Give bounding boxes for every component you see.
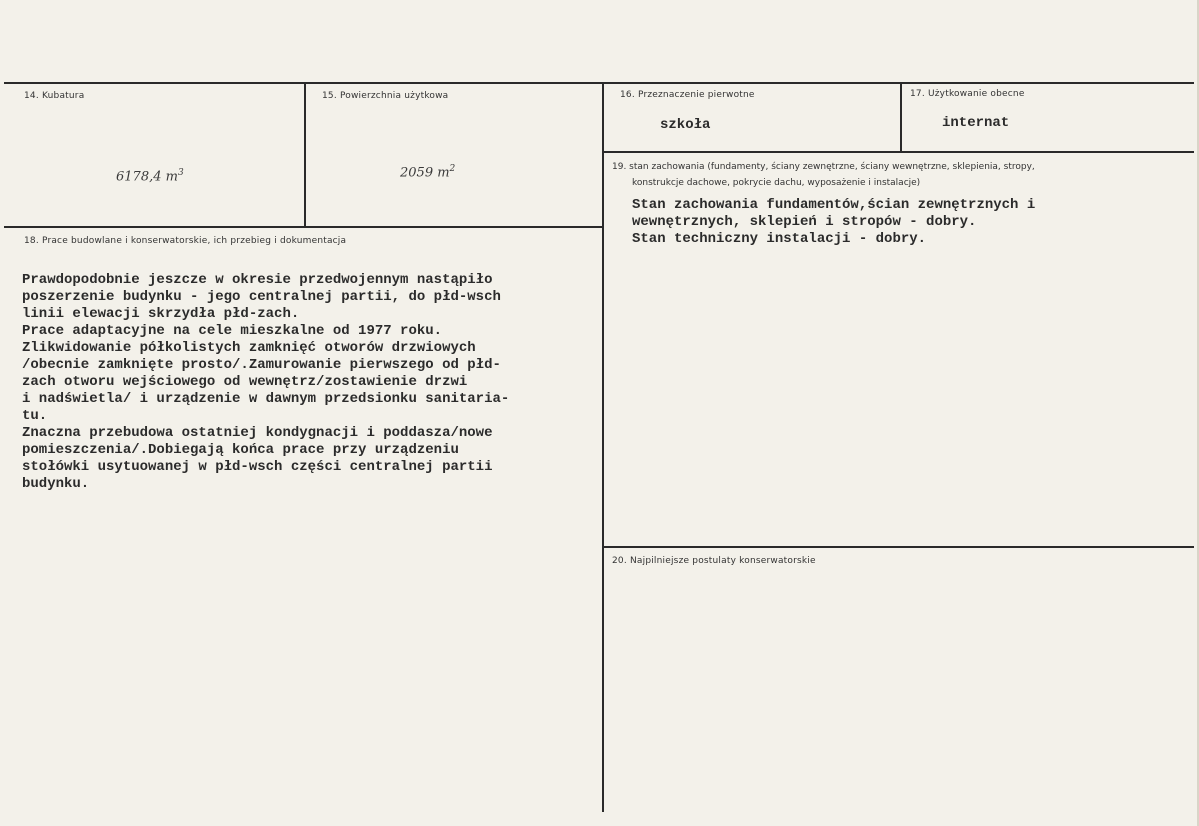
field-18-line: Znaczna przebudowa ostatniej kondygnacji i poddasza/nowe	[22, 425, 493, 441]
field-18-line: budynku.	[22, 476, 90, 492]
field-16-value: szkoła	[660, 117, 711, 133]
rule-above-20	[602, 546, 1194, 548]
field-19-label	[612, 159, 1132, 191]
kubatura-value: 6178,4 m	[116, 169, 178, 185]
field-18-line: Prawdopodobnie jeszcze w okresie przedwojennym nastąpiło	[22, 272, 493, 288]
field-16-label: 16. Przeznaczenie pierwotne	[620, 90, 755, 100]
field-18-line: tu.	[22, 408, 48, 424]
field-15-value	[400, 164, 455, 180]
field-18-line: pomieszczenia/.Dobiegają końca prace przy urządzeniu	[22, 442, 459, 458]
field-18-line: zach otworu wejściowego od wewnętrz/zostawienie drzwi	[22, 374, 468, 390]
field-19-label-line-2: konstrukcje dachowe, pokrycie dachu, wyposażenie i instalacje)	[632, 178, 921, 188]
field-14-value	[116, 168, 184, 184]
field-15-label: 15. Powierzchnia użytkowa	[322, 91, 449, 101]
divider-16-17	[900, 82, 902, 152]
field-18-line: poszerzenie budynku - jego centralnej partii, do płd-wsch	[22, 289, 501, 305]
field-19-text	[632, 197, 1035, 248]
field-19-label-line-1: 19. stan zachowania (fundamenty, ściany zewnętrzne, ściany wewnętrzne, sklepienia, stropy,	[612, 162, 1035, 172]
powierzchnia-value: 2059 m	[400, 165, 450, 181]
rule-under-14-15	[4, 226, 604, 228]
field-18-text	[22, 272, 509, 493]
powierzchnia-unit-exponent: 2	[449, 164, 456, 174]
field-18-label: 18. Prace budowlane i konserwatorskie, ich przebieg i dokumentacja	[24, 236, 347, 246]
center-divider	[602, 82, 604, 812]
top-rule	[4, 82, 1194, 84]
field-18-line: /obecnie zamknięte prosto/.Zamurowanie pierwszego od płd-	[22, 357, 501, 373]
field-19-line: wewnętrznych, sklepień i stropów - dobry.	[632, 214, 977, 230]
kubatura-unit-exponent: 3	[177, 168, 184, 178]
field-18-line: i nadświetla/ i urządzenie w dawnym przedsionku sanitaria-	[22, 391, 510, 407]
field-17-label: 17. Użytkowanie obecne	[910, 89, 1025, 99]
divider-14-15	[304, 82, 306, 227]
field-20-label: 20. Najpilniejsze postulaty konserwatorskie	[612, 556, 816, 566]
field-18-line: linii elewacji skrzydła płd-zach.	[22, 306, 300, 322]
field-19-line: Stan techniczny instalacji - dobry.	[632, 231, 927, 247]
field-17-value: internat	[942, 115, 1010, 131]
field-14-label: 14. Kubatura	[24, 91, 85, 101]
field-18-line: stołówki usytuowanej w płd-wsch części centralnej partii	[22, 459, 493, 475]
rule-under-16-17	[602, 151, 1194, 153]
field-19-line: Stan zachowania fundamentów,ścian zewnętrznych i	[632, 197, 1036, 213]
field-18-line: Prace adaptacyjne na cele mieszkalne od 1977 roku.	[22, 323, 443, 339]
field-18-line: Zlikwidowanie półkolistych zamknięć otworów drzwiowych	[22, 340, 476, 356]
